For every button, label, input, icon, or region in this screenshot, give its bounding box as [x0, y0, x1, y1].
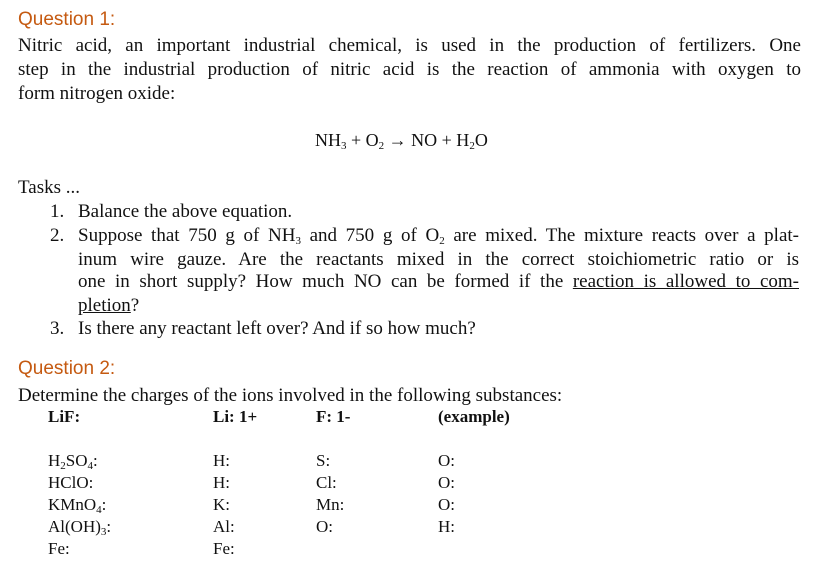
task-3-text: Is there any reactant left over? And if so how much? — [78, 318, 476, 339]
q1-intro-line-1: Nitric acid, an important industrial chemical, is used in the production of fertilizers. One — [18, 35, 801, 56]
ion-cell: Al: — [213, 517, 235, 536]
question-2-heading: Question 2: — [18, 358, 116, 379]
task-2-line-3: one in short supply? How much NO can be formed if the reaction is allowed to com- — [78, 271, 799, 292]
ion-cell: Mn: — [316, 495, 345, 514]
q1-intro-line-3: form nitrogen oxide: — [18, 83, 176, 104]
compound-fe: Fe: — [48, 539, 70, 558]
tasks-label: Tasks ... — [18, 177, 81, 198]
task-2-line-4: pletion? — [78, 295, 140, 316]
ion-cell: H: — [213, 473, 230, 492]
compound-h2so4: $H_2SO_4$: — [48, 451, 98, 472]
example-note: (example) — [438, 407, 510, 426]
ion-cell: H: — [438, 517, 455, 536]
ion-cell: S: — [316, 451, 331, 470]
ion-cell: O: — [438, 473, 455, 492]
ion-cell: H: — [213, 451, 230, 470]
task-1-number: 1. — [50, 201, 65, 222]
example-cation: Li: 1+ — [213, 407, 258, 426]
task-3-number: 3. — [50, 318, 65, 339]
compound-hclo: HClO: — [48, 473, 94, 492]
ion-cell: Cl: — [316, 473, 337, 492]
compound-kmno4: KMnO$_4$: — [48, 495, 107, 516]
ion-cell: K: — [213, 495, 230, 514]
ion-cell: Fe: — [213, 539, 235, 558]
reaction-equation: $NH_3 + O_2$ → NO + $H_2O$ — [315, 130, 488, 152]
task-2-number: 2. — [50, 225, 65, 246]
task-2-line-2: inum wire gauze. Are the reactants mixed in the correct stoichiometric ratio or is — [78, 249, 799, 270]
question-1-heading: Question 1: — [18, 9, 116, 30]
compound-aloh3: $Al(OH)_3$: — [48, 517, 112, 538]
ion-cell: O: — [438, 451, 455, 470]
q1-intro-line-2: step in the industrial production of nitric acid is the reaction of ammonia with oxygen to — [18, 59, 801, 80]
q2-intro: Determine the charges of the ions involved in the following substances: — [18, 385, 563, 406]
ion-cell: O: — [316, 517, 333, 536]
example-compound: LiF: — [48, 407, 81, 426]
ion-cell: O: — [438, 495, 455, 514]
task-2-line-1: Suppose that 750 g of $NH_3$ and 750 g of $O_2$ are mixed. The mixture reacts over a plat- — [78, 225, 799, 247]
task-1-text: Balance the above equation. — [78, 201, 293, 222]
example-anion: F: 1- — [316, 407, 351, 426]
